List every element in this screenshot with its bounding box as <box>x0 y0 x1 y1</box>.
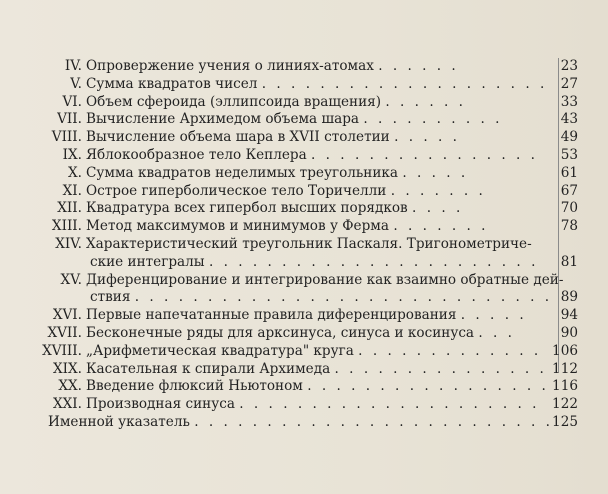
leader-dots: . . . . . <box>394 129 460 146</box>
page-number: 81 <box>560 253 578 270</box>
chapter-number: XV. <box>60 271 82 288</box>
leader-dots: . . . <box>478 324 515 341</box>
chapter-number: VII. <box>57 111 82 128</box>
page-number: 78 <box>560 218 578 235</box>
chapter-number: XI. <box>62 182 82 199</box>
chapter-number: IV. <box>64 58 82 74</box>
leader-dots: . . . . . . . . . . . . . . . . . . . . . . . <box>208 253 539 270</box>
toc-entry-name-index[interactable] <box>0 414 608 432</box>
chapter-title: Первые напечатанные правила диференцирования . . . . . <box>86 307 527 324</box>
page-number: 43 <box>560 111 578 128</box>
chapter-number: VIII. <box>51 129 82 146</box>
leader-dots: . . . . . . . . . . . . . . . <box>334 360 547 377</box>
chapter-title: Введение флюксий Ньютоном . . . . . . . . . . . . . . . . . <box>86 378 549 395</box>
chapter-number: XVIII. <box>42 342 82 359</box>
chapter-title: Сумма квадратов чисел . . . . . . . . . . . . . . . . . . . . <box>86 75 548 92</box>
toc-entry-10[interactable] <box>0 165 608 183</box>
toc-entry-5[interactable] <box>0 76 608 94</box>
leader-dots: . . . . . . <box>378 58 459 74</box>
toc-entry-13[interactable] <box>0 218 608 236</box>
chapter-title: Объем сфероида (эллипсоида вращения) . . . . . . <box>86 93 466 110</box>
chapter-title: Сумма квадратов неделимых треугольника . . . . . <box>86 164 469 181</box>
toc-entry-18[interactable] <box>0 343 608 361</box>
chapter-number: VI. <box>62 93 82 110</box>
chapter-number: X. <box>68 164 82 181</box>
toc-entry-4[interactable] <box>0 58 608 76</box>
chapter-title: ские интегралы . . . . . . . . . . . . . . . . . . . . . . . <box>90 253 539 270</box>
leader-dots: . . . . . . . <box>390 182 486 199</box>
chapter-number: XIV. <box>55 235 82 252</box>
toc-entry-17[interactable] <box>0 325 608 343</box>
page-number: 106 <box>552 342 578 359</box>
leader-dots: . . . . . <box>402 164 469 181</box>
toc-entry-16[interactable] <box>0 307 608 325</box>
page-number: 49 <box>560 129 578 146</box>
leader-dots: . . . . . . . <box>393 218 489 235</box>
chapter-number: XX. <box>58 378 82 395</box>
leader-dots: . . . . . . . . . . . . . . . . . . . . . . . . . . . . . <box>134 289 553 306</box>
toc-entry-14[interactable] <box>0 236 608 254</box>
chapter-title: Бесконечные ряды для арксинуса, синуса и косинуса . . . <box>86 324 515 341</box>
chapter-number: V. <box>70 75 82 92</box>
chapter-number: XVI. <box>52 307 82 324</box>
leader-dots: . . . . . . <box>385 93 466 110</box>
chapter-title: Касательная к спирали Архимеда . . . . . . . . . . . . . . . <box>86 360 547 377</box>
leader-dots: . . . . <box>412 200 464 217</box>
chapter-title: Характеристический треугольник Паскаля. Тригонометриче- <box>86 235 532 252</box>
page-number: 116 <box>552 378 578 395</box>
page-number: 89 <box>560 289 578 306</box>
page-number: 23 <box>560 58 578 74</box>
table-of-contents <box>0 58 608 432</box>
leader-dots: . . . . . . . . . . <box>363 111 503 128</box>
toc-entry-15[interactable] <box>0 272 608 290</box>
chapter-title: Острое гиперболическое тело Торичелли . . . . . . . <box>86 182 486 199</box>
chapter-title: Именной указатель . . . . . . . . . . . . . . . . . . . . . . . . . <box>48 413 553 430</box>
leader-dots: . . . . . . . . . . . . . . . . . . . . . <box>239 396 540 413</box>
page-number: 94 <box>560 307 578 324</box>
toc-entry-8[interactable] <box>0 129 608 147</box>
page-number: 33 <box>560 93 578 110</box>
chapter-number: IX. <box>62 146 82 163</box>
toc-entry-12[interactable] <box>0 200 608 218</box>
chapter-title: Вычисление объема шара в XVII столетии . . . . . <box>86 129 460 146</box>
chapter-title: Метод максимумов и минимумов у Ферма . . . . . . . <box>86 218 489 235</box>
toc-entry-6[interactable] <box>0 94 608 112</box>
page-number: 90 <box>560 324 578 341</box>
leader-dots: . . . . . . . . . . . . . . . . . <box>307 378 549 395</box>
page-number: 53 <box>560 146 578 163</box>
chapter-title: Квадратура всех гипербол высших порядков . . . . <box>86 200 464 217</box>
leader-dots: . . . . . . . . . . . . . <box>358 342 542 359</box>
chapter-title: Диференцирование и интегрирование как взаимно обратные дей- <box>86 271 564 288</box>
toc-entry-19[interactable] <box>0 361 608 379</box>
chapter-number: XIII. <box>51 218 82 235</box>
leader-dots: . . . . . . . . . . . . . . . . . . . . <box>261 75 548 92</box>
chapter-title: Производная синуса . . . . . . . . . . . . . . . . . . . . . <box>86 396 540 413</box>
toc-entry-20[interactable] <box>0 378 608 396</box>
leader-dots: . . . . . . . . . . . . . . . . . . . . . . . . . <box>194 413 553 430</box>
toc-entry-11[interactable] <box>0 183 608 201</box>
chapter-title: Вычисление Архимедом объема шара . . . . . . . . . . <box>86 111 503 128</box>
chapter-title: Яблокообразное тело Кеплера . . . . . . . . . . . . . . . . <box>86 146 538 163</box>
leader-dots: . . . . . . . . . . . . . . . . <box>311 146 538 163</box>
leader-dots: . . . . . <box>460 307 527 324</box>
page-number: 67 <box>560 182 578 199</box>
toc-entry-14-continued[interactable] <box>0 254 608 272</box>
page-number: 27 <box>560 75 578 92</box>
page-number: 61 <box>560 164 578 181</box>
toc-entry-21[interactable] <box>0 396 608 414</box>
chapter-title: ствия . . . . . . . . . . . . . . . . . . . . . . . . . . . . . <box>90 289 553 306</box>
page-number: 112 <box>552 360 578 377</box>
toc-entry-7[interactable] <box>0 111 608 129</box>
chapter-title: Опровержение учения о линиях-атомах . . . . . . <box>86 58 459 74</box>
toc-entry-15-continued[interactable] <box>0 289 608 307</box>
page-number: 125 <box>552 413 578 430</box>
chapter-number: XIX. <box>52 360 82 377</box>
chapter-number: XXI. <box>52 396 82 413</box>
chapter-number: XII. <box>57 200 82 217</box>
toc-entry-9[interactable] <box>0 147 608 165</box>
page-number: 70 <box>560 200 578 217</box>
chapter-title: „Арифметическая квадратура" круга . . . . . . . . . . . . . <box>86 342 542 359</box>
page-number: 122 <box>552 396 578 413</box>
chapter-number: XVII. <box>47 324 82 341</box>
